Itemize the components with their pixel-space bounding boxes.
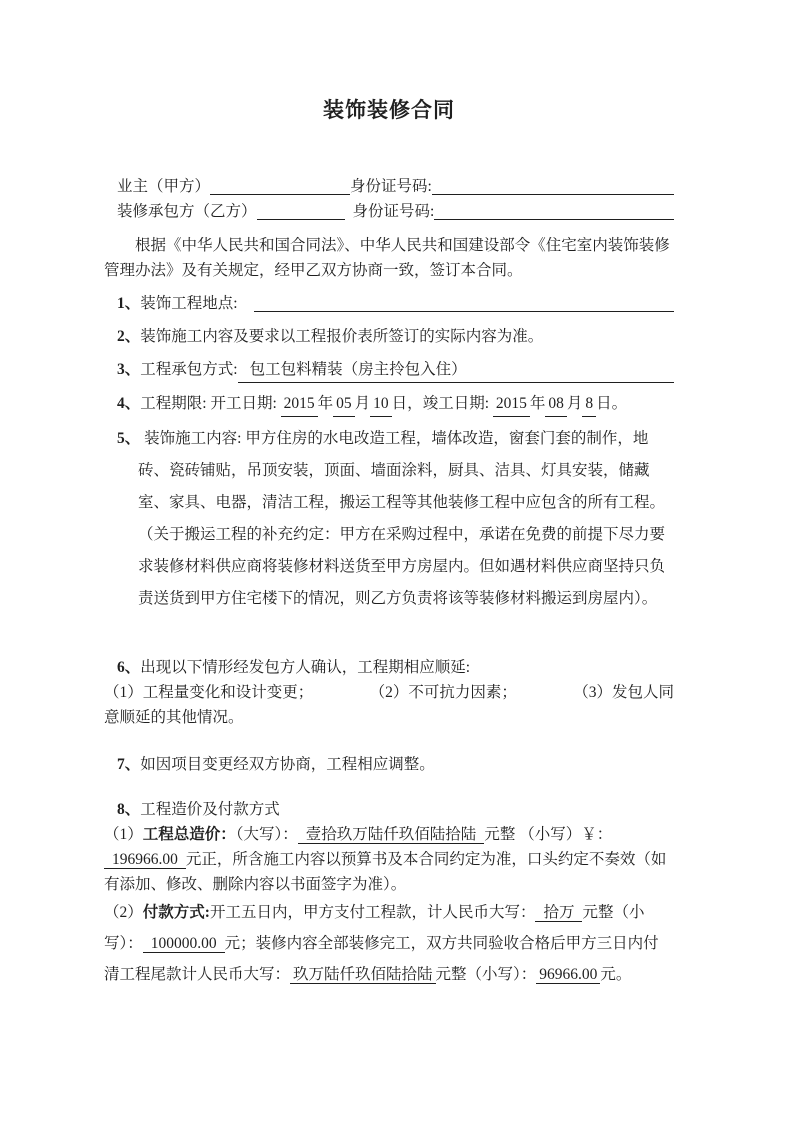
- total-price-daxie-unit: 元整: [484, 826, 516, 843]
- first-payment-amount[interactable]: 100000.00: [143, 935, 225, 953]
- clause-3-number: 3、: [117, 361, 141, 378]
- total-price-prefix: （1）: [104, 826, 143, 843]
- clause-4-label: 工程期限:: [140, 395, 207, 412]
- preamble-paragraph: 根据《中华人民共和国合同法》、中华人民共和国建设部令《住宅室内装饰装修管理办法》及有关规定，经甲乙双方协商一致，签订本合同。: [104, 237, 670, 279]
- clause-8: [104, 797, 674, 990]
- total-price-paragraph: [104, 822, 674, 897]
- contractor-label: 装修承包方（乙方）: [117, 203, 257, 220]
- owner-id-blank[interactable]: [432, 174, 674, 195]
- month-unit: 月: [354, 395, 371, 412]
- owner-id-label: 身份证号码:: [350, 178, 432, 195]
- clause-5-number: 5、: [117, 430, 141, 447]
- contractor-name-blank[interactable]: [257, 200, 345, 220]
- payment-text-1: 开工五日内，甲方支付工程款，计人民币大写：: [209, 904, 536, 921]
- clause-6-item-2: （2）不可抗力因素；: [369, 684, 517, 701]
- payment-paragraph: [104, 897, 674, 990]
- end-year-value[interactable]: 2015: [493, 391, 530, 417]
- start-day-value[interactable]: 10: [370, 391, 392, 417]
- clause-8-heading: 工程造价及付款方式: [140, 801, 280, 818]
- final-payment-amount[interactable]: 96966.00: [536, 966, 600, 984]
- clause-6-item-1: （1）工程量变化和设计变更；: [104, 684, 314, 701]
- clause-5-text: 甲方住房的水电改造工程，墙体改造，窗套门套的制作，地砖、瓷砖铺贴，吊顶安装，顶面、墙面涂料，厨具、洁具、灯具安装，储藏室、家具、电器，清洁工程，搬运工程等其他装修工程中应包含的所有工程。（关于搬运工程的补充约定：甲方在采购过程中，承诺在免费的前提下尽力要求装修材料供应商将装修材料送货至甲方房屋内。但如遇材料供应商坚持只负责送货到甲方住宅楼下的情况，则乙方负责将该等装修材料搬运到房屋内）。: [138, 430, 666, 607]
- clause-6-head: [117, 655, 674, 680]
- day-comma: 日，: [391, 395, 423, 412]
- contractor-id-blank[interactable]: [434, 199, 674, 220]
- clause-2-text: 装饰施工内容及要求以工程报价表所签订的实际内容为准。: [140, 328, 544, 345]
- payment-text-5: 元。: [600, 966, 632, 983]
- total-price-xiaoxie-label: （小写）￥：: [515, 826, 613, 843]
- total-price-label: 工程总造价：: [142, 826, 236, 843]
- clause-5: [104, 423, 674, 615]
- first-payment-daxie-value[interactable]: 拾万: [535, 904, 582, 922]
- payment-text-4: 元整（小写）：: [435, 966, 537, 983]
- clause-1-number: 1、: [117, 295, 141, 312]
- clause-7-number: 7、: [117, 756, 141, 773]
- clause-4-number: 4、: [117, 395, 141, 412]
- total-price-daxie-label: （大写）：: [235, 826, 298, 843]
- contract-title: 装饰装修合同: [323, 98, 455, 122]
- clause-7-text: 如因项目变更经双方协商，工程相应调整。: [140, 756, 435, 773]
- clause-6-items: [104, 680, 674, 705]
- clause-3-label: 工程承包方式:: [140, 361, 238, 378]
- clause-6: [104, 655, 674, 730]
- payment-prefix: （2）: [104, 904, 143, 921]
- clause-1: [117, 291, 674, 316]
- start-date-label: 开工日期:: [210, 395, 277, 412]
- clause-3: [117, 357, 674, 383]
- clause-1-label: 装饰工程地点:: [140, 295, 238, 312]
- project-location-blank[interactable]: [254, 291, 674, 312]
- end-month-value[interactable]: 08: [545, 391, 567, 417]
- total-price-tail: 元正，所含施工内容以预算书及本合同约定为准，口头约定不奏效（如有添加、修改、删除内容以书面签字为准）。: [104, 851, 667, 893]
- contractor-id-label: 身份证号码:: [352, 203, 435, 220]
- clause-7: [117, 752, 674, 777]
- clause-6-continuation: 意顺延的其他情况。: [104, 709, 244, 726]
- clause-8-head: [117, 797, 674, 822]
- contract-method-value[interactable]: 包工包料精装（房主拎包入住）: [238, 357, 674, 383]
- total-price-amount[interactable]: 196966.00: [104, 851, 186, 869]
- year-unit-2: 年: [529, 395, 546, 412]
- clause-8-number: 8、: [117, 801, 141, 818]
- clause-6-number: 6、: [117, 659, 141, 676]
- day-period: 日。: [596, 395, 628, 412]
- clause-5-label: 装饰施工内容:: [144, 430, 242, 447]
- clause-6-text: 出现以下情形经发包方人确认，工程期相应顺延:: [140, 659, 471, 676]
- end-date-label: 竣工日期:: [422, 395, 489, 412]
- start-month-value[interactable]: 05: [333, 391, 355, 417]
- payment-label: 付款方式:: [142, 904, 210, 921]
- owner-row: [117, 174, 674, 199]
- end-day-value[interactable]: 8: [582, 391, 596, 417]
- start-year-value[interactable]: 2015: [281, 391, 318, 417]
- clause-6-item-3: （3）发包人同: [573, 684, 674, 701]
- payment-text-2: 元整（小写）：: [104, 904, 645, 952]
- month-unit-2: 月: [566, 395, 583, 412]
- total-price-daxie-value[interactable]: 壹拾玖万陆仟玖佰陆拾陆: [298, 826, 485, 844]
- clause-2-number: 2、: [117, 328, 141, 345]
- contractor-row: [117, 199, 674, 224]
- clause-2: [117, 324, 674, 349]
- payment-text-3: 元；装修内容全部装修完工，双方共同验收合格后甲方三日内付清工程尾款计人民币大写：: [104, 935, 659, 983]
- clause-4: [117, 391, 674, 417]
- final-payment-daxie-value[interactable]: 玖万陆仟玖佰陆拾陆: [290, 966, 436, 984]
- owner-label: 业主（甲方）: [117, 178, 211, 195]
- year-unit: 年: [317, 395, 334, 412]
- owner-name-blank[interactable]: [210, 175, 350, 195]
